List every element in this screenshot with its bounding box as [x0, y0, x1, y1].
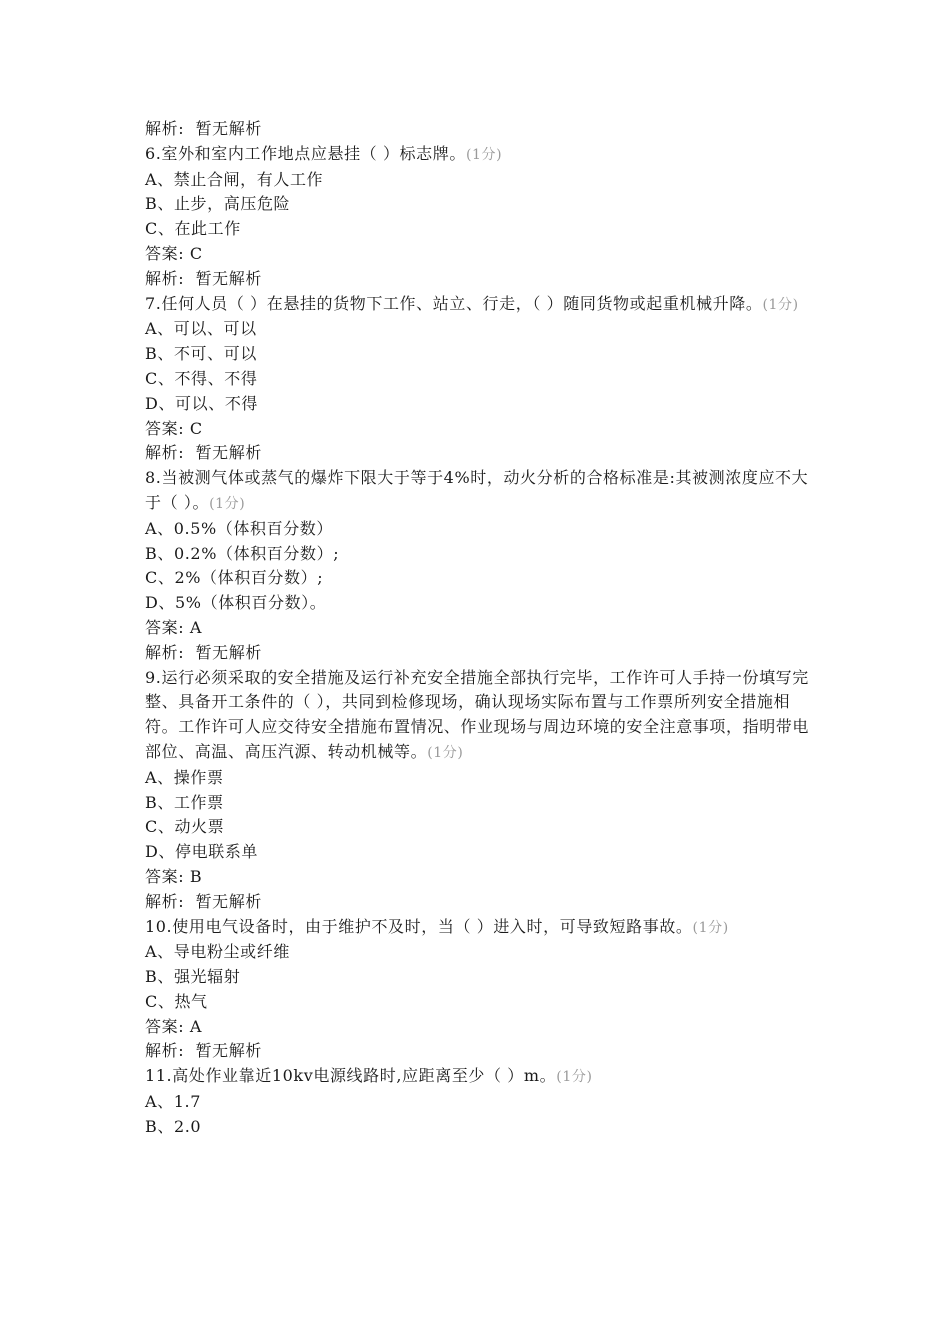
option-content: C、在此工作 — [145, 219, 241, 239]
answer-option — [145, 965, 810, 990]
question-content: 6.室外和室内工作地点应悬挂（ ）标志牌。 — [145, 143, 466, 163]
answer-option — [145, 542, 810, 567]
answer-option — [145, 392, 810, 417]
question-text — [145, 666, 810, 766]
answer-content: 答案: C — [145, 243, 203, 263]
score-label: (1分) — [556, 1069, 593, 1086]
analysis-line — [145, 441, 810, 466]
answer-line — [145, 242, 810, 267]
option-content: B、工作票 — [145, 792, 224, 812]
score-label: (1分) — [209, 495, 246, 512]
question-text — [145, 466, 810, 517]
question-text — [145, 915, 810, 941]
question-text — [145, 292, 810, 318]
option-content: C、动火票 — [145, 817, 225, 837]
analysis-line — [145, 1039, 810, 1064]
answer-option — [145, 1090, 810, 1115]
answer-option — [145, 217, 810, 242]
question-content: 9.运行必须采取的安全措施及运行补充安全措施全部执行完毕，工作许可人手持一份填写完整、具备开工条件的（ ），共同到检修现场，确认现场实际布置与工作票所列安全措施相符。工作许可人应交待安全措施布置情况、作业现场与周边环境的安全注意事项，指明带电部位、高温、高压汽源、转动机械等。 — [145, 667, 810, 761]
option-content: B、强光辐射 — [145, 967, 241, 987]
question-content: 11.高处作业靠近10kv电源线路时,应距离至少（ ）m。 — [145, 1066, 557, 1086]
answer-content: 答案: C — [145, 418, 203, 438]
analysis-content: 解析: 暂无解析 — [145, 268, 262, 288]
answer-option — [145, 168, 810, 193]
option-content: D、可以、不得 — [145, 393, 259, 413]
option-content: B、2.0 — [145, 1116, 202, 1136]
answer-option — [145, 840, 810, 865]
option-content: A、操作票 — [145, 767, 224, 787]
option-content: B、0.2%（体积百分数）; — [145, 543, 340, 563]
answer-option — [145, 517, 810, 542]
question-content: 7.任何人员（ ）在悬挂的货物下工作、站立、行走，（ ）随同货物或起重机械升降。 — [145, 293, 763, 313]
answer-option — [145, 990, 810, 1015]
answer-option — [145, 766, 810, 791]
answer-option — [145, 566, 810, 591]
option-content: D、停电联系单 — [145, 842, 259, 862]
analysis-content: 解析: 暂无解析 — [145, 119, 262, 138]
option-content: C、不得、不得 — [145, 368, 258, 388]
answer-option — [145, 815, 810, 840]
score-label: (1分) — [427, 744, 464, 761]
analysis-line — [145, 641, 810, 666]
answer-option — [145, 791, 810, 816]
answer-option — [145, 342, 810, 367]
answer-line — [145, 417, 810, 442]
answer-option — [145, 192, 810, 217]
answer-line — [145, 865, 810, 890]
question-text — [145, 142, 810, 168]
analysis-line — [145, 890, 810, 915]
document-page — [145, 117, 810, 1140]
answer-content: 答案: B — [145, 866, 203, 886]
option-content: A、0.5%（体积百分数） — [145, 518, 334, 538]
question-content: 8.当被测气体或蒸气的爆炸下限大于等于4%时，动火分析的合格标准是:其被测浓度应不大于（ ）。 — [145, 468, 809, 512]
score-label: (1分) — [692, 919, 729, 936]
option-content: C、热气 — [145, 991, 208, 1011]
option-content: D、5%（体积百分数）。 — [145, 593, 327, 613]
answer-option — [145, 940, 810, 965]
question-content: 10.使用电气设备时，由于维护不及时，当（ ）进入时，可导致短路事故。 — [145, 916, 693, 936]
score-label: (1分) — [762, 296, 799, 313]
answer-line — [145, 616, 810, 641]
option-content: B、止步，高压危险 — [145, 194, 291, 214]
analysis-content: 解析: 暂无解析 — [145, 443, 262, 463]
answer-option — [145, 1115, 810, 1140]
option-content: B、不可、可以 — [145, 344, 257, 364]
analysis-content: 解析: 暂无解析 — [145, 891, 262, 911]
answer-option — [145, 591, 810, 616]
analysis-content: 解析: 暂无解析 — [145, 642, 262, 662]
answer-option — [145, 317, 810, 342]
option-content: A、禁止合闸，有人工作 — [145, 169, 324, 189]
option-content: A、导电粉尘或纤维 — [145, 942, 290, 962]
option-content: A、可以、可以 — [145, 319, 257, 339]
analysis-content: 解析: 暂无解析 — [145, 1041, 262, 1061]
analysis-line — [145, 117, 810, 142]
option-content: C、2%（体积百分数）; — [145, 568, 324, 588]
option-content: A、1.7 — [145, 1092, 201, 1112]
question-list — [145, 117, 810, 1140]
answer-line — [145, 1015, 810, 1040]
answer-option — [145, 367, 810, 392]
score-label: (1分) — [465, 146, 503, 163]
answer-content: 答案: A — [145, 1016, 203, 1036]
answer-content: 答案: A — [145, 617, 203, 637]
analysis-line — [145, 267, 810, 292]
question-text — [145, 1064, 810, 1090]
